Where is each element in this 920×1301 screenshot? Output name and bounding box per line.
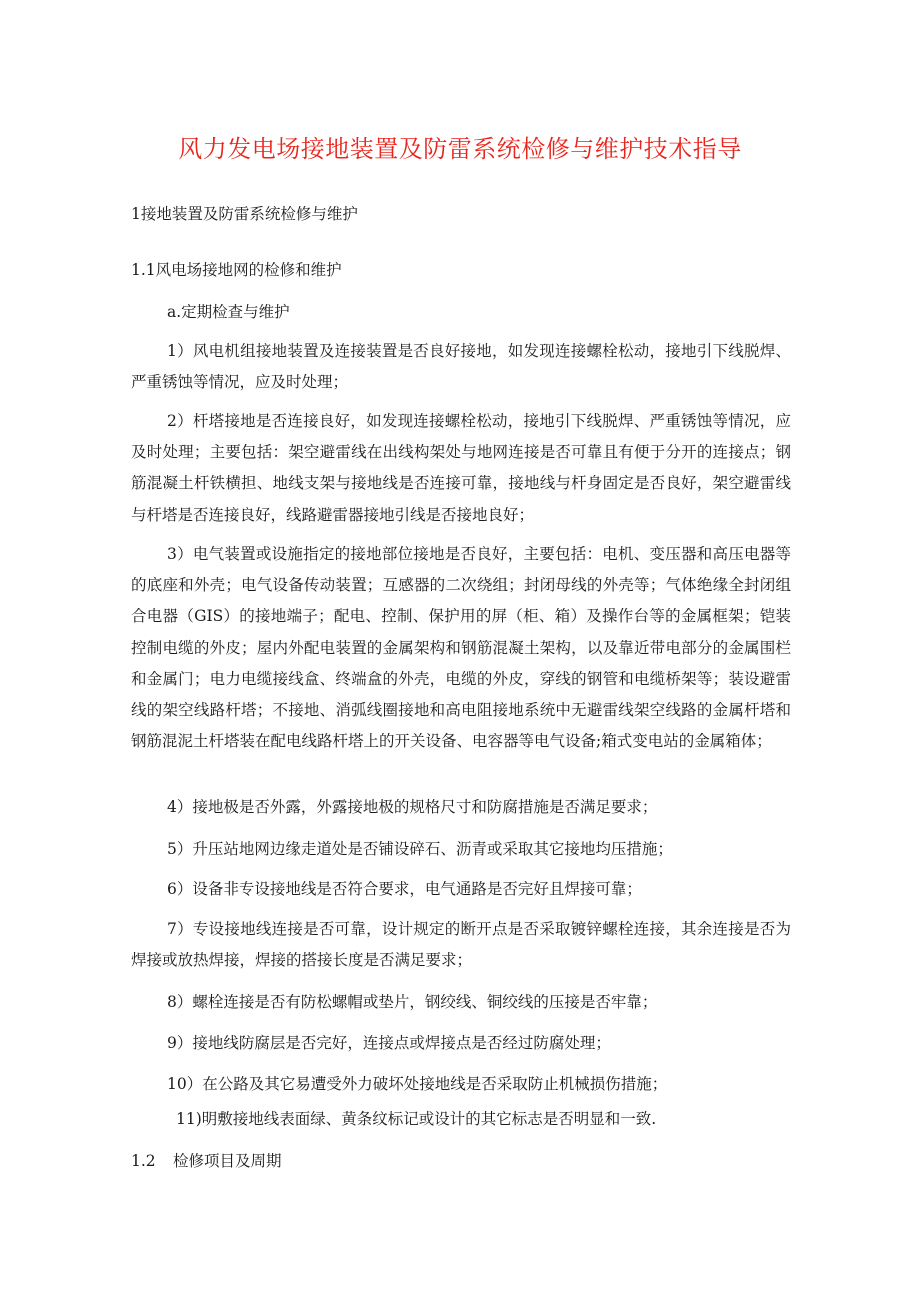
section-heading-1-1: 1.1风电场接地网的检修和维护 <box>131 261 342 279</box>
checklist-item-10: 10）在公路及其它易遭受外力破坏处接地线是否采取防止机械损伤措施； <box>167 1075 668 1093</box>
checklist-item-8: 8）螺栓连接是否有防松螺帽或垫片，钢绞线、铜绞线的压接是否牢靠； <box>167 993 658 1011</box>
checklist-item-1: 1）风电机组接地装置及连接装置是否良好接地，如发现连接螺栓松动，接地引下线脱焊、严重锈蚀等情况，应及时处理； <box>131 342 791 392</box>
checklist-item-11: 11)明敷接地线表面绿、黄条纹标记或设计的其它标志是否明显和一致. <box>176 1110 657 1128</box>
subsection-heading-a: a.定期检查与维护 <box>167 303 290 321</box>
section-heading-1: 1接地装置及防雷系统检修与维护 <box>131 205 358 223</box>
checklist-item-7: 7）专设接地线连接是否可靠，设计规定的断开点是否采取镀锌螺栓连接，其余连接是否为焊接或放热焊接，焊接的搭接长度是否满足要求； <box>131 920 791 970</box>
checklist-item-6: 6）设备非专设接地线是否符合要求，电气通路是否完好且焊接可靠； <box>167 880 642 898</box>
section-heading-1-2 <box>131 1150 282 1172</box>
section-title: 检修项目及周期 <box>173 1152 282 1170</box>
checklist-item-5: 5）升压站地网边缘走道处是否铺设碎石、沥青或采取其它接地均压措施； <box>167 840 673 858</box>
document-title: 风力发电场接地装置及防雷系统检修与维护技术指导 <box>178 135 742 163</box>
checklist-item-3: 3）电气装置或设施指定的接地部位接地是否良好，主要包括：电机、变压器和高压电器等的底座和外壳；电气设备传动装置；互感器的二次绕组；封闭母线的外壳等；气体绝缘全封闭组合电器（GIS）的接地端子；配电、控制、保护用的屏（柜、箱）及操作台等的金属框架；铠装控制电缆的外皮；屋内外配电装置的金属架构和钢筋混凝土架构，以及靠近带电部分的金属围栏和金属门；电力电缆接线盒、终端盒的外壳，电缆的外皮，穿线的钢管和电缆桥架等；装设避雷线的架空线路杆塔；不接地、消弧线圈接地和高电阻接地系统中无避雷线架空线路的金属杆塔和钢筋混泥土杆塔装在配电线路杆塔上的开关设备、电容器等电气设备;箱式变电站的金属箱体； <box>131 545 791 751</box>
section-number: 1.2 <box>131 1152 156 1170</box>
checklist-item-9: 9）接地线防腐层是否完好，连接点或焊接点是否经过防腐处理； <box>167 1034 611 1052</box>
checklist-item-2: 2）杆塔接地是否连接良好，如发现连接螺栓松动，接地引下线脱焊、严重锈蚀等情况，应及时处理；主要包括：架空避雷线在出线构架处与地网连接是否可靠且有便于分开的连接点；钢筋混凝土杆铁横担、地线支架与接地线是否连接可靠，接地线与杆身固定是否良好，架空避雷线与杆塔是否连接良好，线路避雷器接地引线是否接地良好； <box>131 412 791 524</box>
checklist-item-4: 4）接地极是否外露，外露接地极的规格尺寸和防腐措施是否满足要求； <box>167 798 658 816</box>
